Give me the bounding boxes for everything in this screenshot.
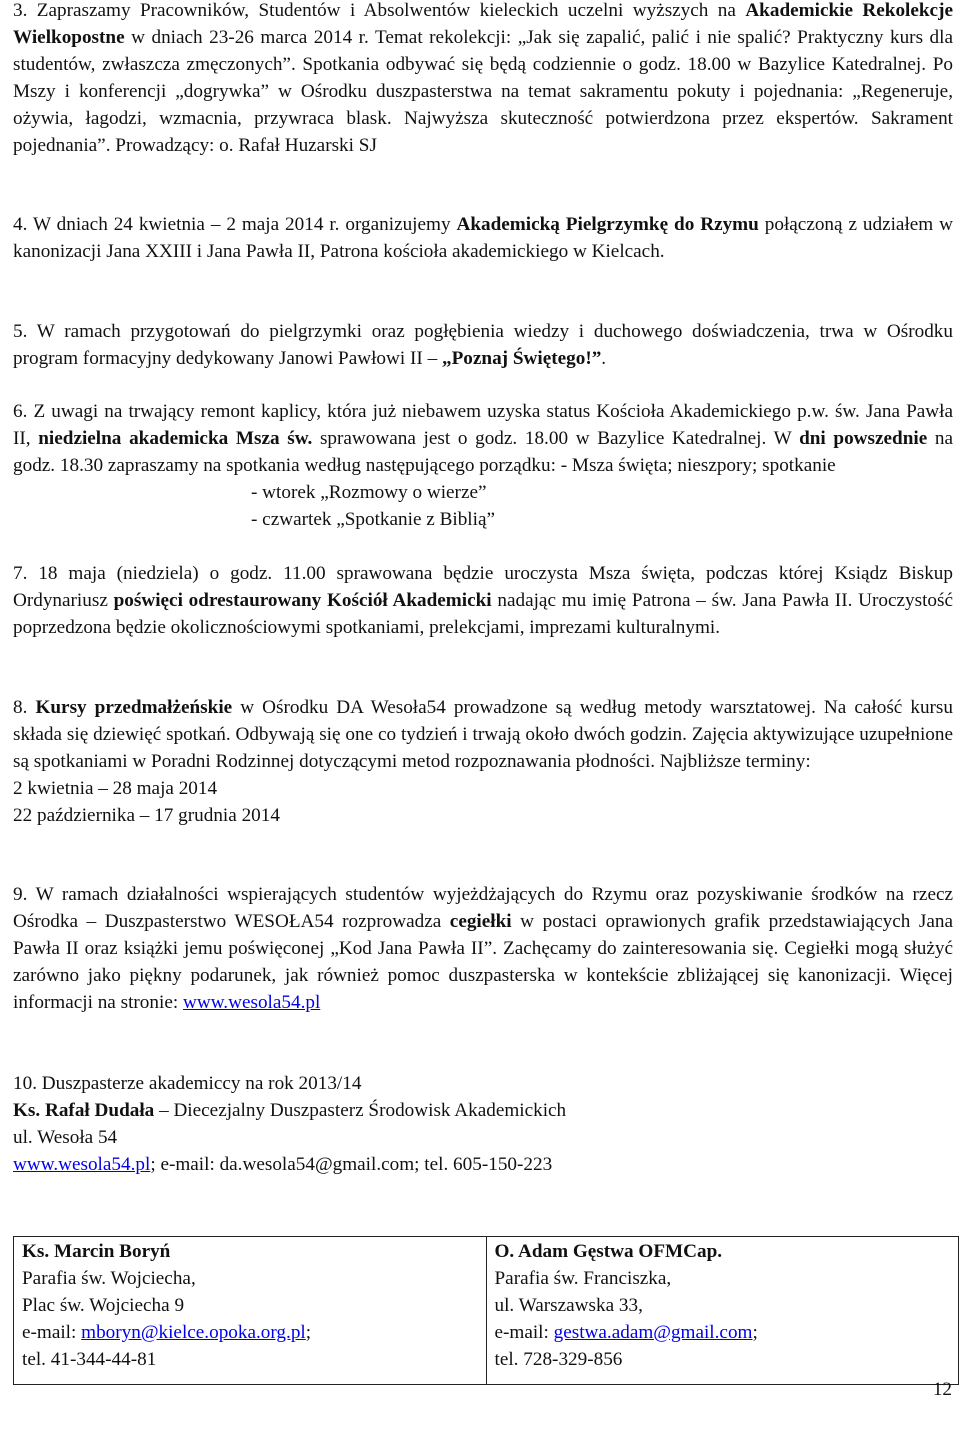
contact-email: e-mail: mboryn@kielce.opoka.org.pl;	[22, 1321, 312, 1343]
paragraph-7: 7. 18 maja (niedziela) o godz. 11.00 sprawowana będzie uroczysta Msza święta, podczas której Ksiądz Biskup Ordynariusz poświęci odrestaurowany Kościół Akademicki nadając mu imię Patrona – św. Jana Pawła II. Uroczystość poprzedzona będzie okolicznościowymi spotkaniami, prelekcjami, imprezami kulturalnymi.	[13, 563, 953, 638]
item-number: 3.	[13, 0, 28, 21]
paragraph-8: 8. Kursy przedmałżeńskie w Ośrodku DA Wesoła54 prowadzone są według metody warsztatowej. Na całość kursu składa się dziewięć spotkań. Odbywają się one co tydzień i trwają około dwóch godzin. Zajęcia aktywizujące uzupełnione są spotkaniami w Poradni Rodzinnej dotyczącymi metod rozpoznawania płodności. Najbliższe terminy: 2 kwietnia – 28 maja 2014 22 października – 17 grudnia 2014	[13, 695, 953, 830]
event-title: Akademickie Rekolekcje Wielkopostne	[13, 0, 953, 48]
page-number: 12	[932, 1379, 952, 1400]
course-date-2: 22 października – 17 grudnia 2014	[13, 804, 280, 826]
contact-parish: Parafia św. Franciszka,	[494, 1267, 672, 1289]
paragraph-10	[13, 1071, 953, 1179]
email-link[interactable]: gestwa.adam@gmail.com	[553, 1321, 753, 1343]
schedule-tuesday: - wtorek „Rozmowy o wierze”	[251, 481, 487, 503]
contact-address: Plac św. Wojciecha 9	[22, 1294, 185, 1316]
section-title: 10. Duszpasterze akademiccy na rok 2013/14	[13, 1073, 362, 1094]
chaplain-name: Ks. Rafał Dudała	[13, 1099, 155, 1121]
schedule-thursday: - czwartek „Spotkanie z Biblią”	[251, 508, 496, 530]
paragraph-4: 4. W dniach 24 kwietnia – 2 maja 2014 r. organizujemy Akademicką Pielgrzymkę do Rzymu połączoną z udziałem w kanonizacji Jana XXIII i Jana Pawła II, Patrona kościoła akademickiego w Kielcach.	[13, 214, 953, 262]
contact-card	[14, 1237, 487, 1385]
program-title: „Poznaj Świętego!”	[441, 347, 602, 369]
courses-label: Kursy przedmałżeńskie	[35, 697, 233, 718]
contact-email: e-mail: gestwa.adam@gmail.com;	[494, 1321, 758, 1343]
chaplain-street: ul. Wesoła 54	[13, 1126, 118, 1148]
paragraph-6: 6. Z uwagi na trwający remont kaplicy, która już niebawem uzyska status Kościoła Akademickiego p.w. św. Jana Pawła II, niedzielna akademicka Msza św. sprawowana jest o godz. 18.00 w Bazylice Katedralnej. W dni powszednie na godz. 18.30 zapraszamy na spotkania według następującego porządku: - Msza święta; nieszpory; spotkanie - wtorek „Rozmowy o wierze” - czwartek „Spotkanie z Biblią”	[13, 399, 953, 534]
email-link[interactable]: mboryn@kielce.opoka.org.pl	[81, 1321, 306, 1343]
contact-phone: tel. 41-344-44-81	[22, 1348, 157, 1370]
contacts-table	[13, 1236, 959, 1385]
consecration-label: poświęci odrestaurowany Kościół Akademicki	[113, 589, 492, 611]
cegielki-label: cegiełki	[449, 910, 512, 932]
chaplain-contact: ; e-mail: da.wesola54@gmail.com; tel. 605-150-223	[150, 1153, 553, 1175]
contact-name: Ks. Marcin Boryń	[22, 1241, 171, 1262]
contact-parish: Parafia św. Wojciecha,	[22, 1267, 196, 1289]
paragraph-9: 9. W ramach działalności wspierających studentów wyjeżdżających do Rzymu oraz pozyskiwanie środków na rzecz Ośrodka – Duszpasterstwo WESOŁA54 rozprowadza cegiełki w postaci oprawionych grafik przedstawiających Jana Pawła II oraz książki jemu poświęconej „Kod Jana Pawła II”. Zachęcamy do zainteresowania się. Cegiełki mogą służyć zarówno jako piękny podarunek, jak również pomoc duszpasterska w kontekście zbliżającej się kanonizacji. Więcej informacji na stronie: www.wesola54.pl	[13, 884, 953, 1013]
website-link[interactable]: www.wesola54.pl	[13, 1153, 151, 1175]
paragraph-5: 5. W ramach przygotowań do pielgrzymki oraz pogłębienia wiedzy i duchowego doświadczenia, trwa w Ośrodku program formacyjny dedykowany Janowi Pawłowi II – „Poznaj Świętego!”.	[13, 321, 953, 369]
contact-card	[486, 1237, 959, 1385]
chaplain-role: – Diecezjalny Duszpasterz Środowisk Akademickich	[154, 1099, 567, 1121]
contact-name: O. Adam Gęstwa OFMCap.	[494, 1241, 723, 1262]
contact-phone: tel. 728-329-856	[494, 1348, 623, 1370]
weekdays-label: dni powszednie	[799, 427, 928, 449]
pilgrimage-title: Akademicką Pielgrzymkę do Rzymu	[456, 214, 759, 235]
course-date-1: 2 kwietnia – 28 maja 2014	[13, 777, 218, 799]
sunday-mass-label: niedzielna akademicka Msza św.	[38, 427, 313, 449]
contact-address: ul. Warszawska 33,	[494, 1294, 643, 1316]
website-link[interactable]: www.wesola54.pl	[182, 991, 321, 1013]
paragraph-3: 3. Zapraszamy Pracowników, Studentów i Absolwentów kieleckich uczelni wyższych na Akademickie Rekolekcje Wielkopostne w dniach 23-26 marca 2014 r. Temat rekolekcji: „Jak się zapalić, palić i nie spalić? Praktyczny kurs dla studentów, zwłaszcza zmęczonych”. Spotkania odbywać się będą codziennie o godz. 18.00 w Bazylice Katedralnej. Po Mszy i konferencji „dogrywka” w Ośrodku duszpasterstwa na temat sakramentu pokuty i pojednania: „Regeneruje, ożywia, łagodzi, wzmacnia, przywraca blask. Najwyższa skuteczność potwierdzona przez ekspertów. Sakrament pojednania”. Prowadzący: o. Rafał Huzarski SJ	[13, 0, 953, 156]
